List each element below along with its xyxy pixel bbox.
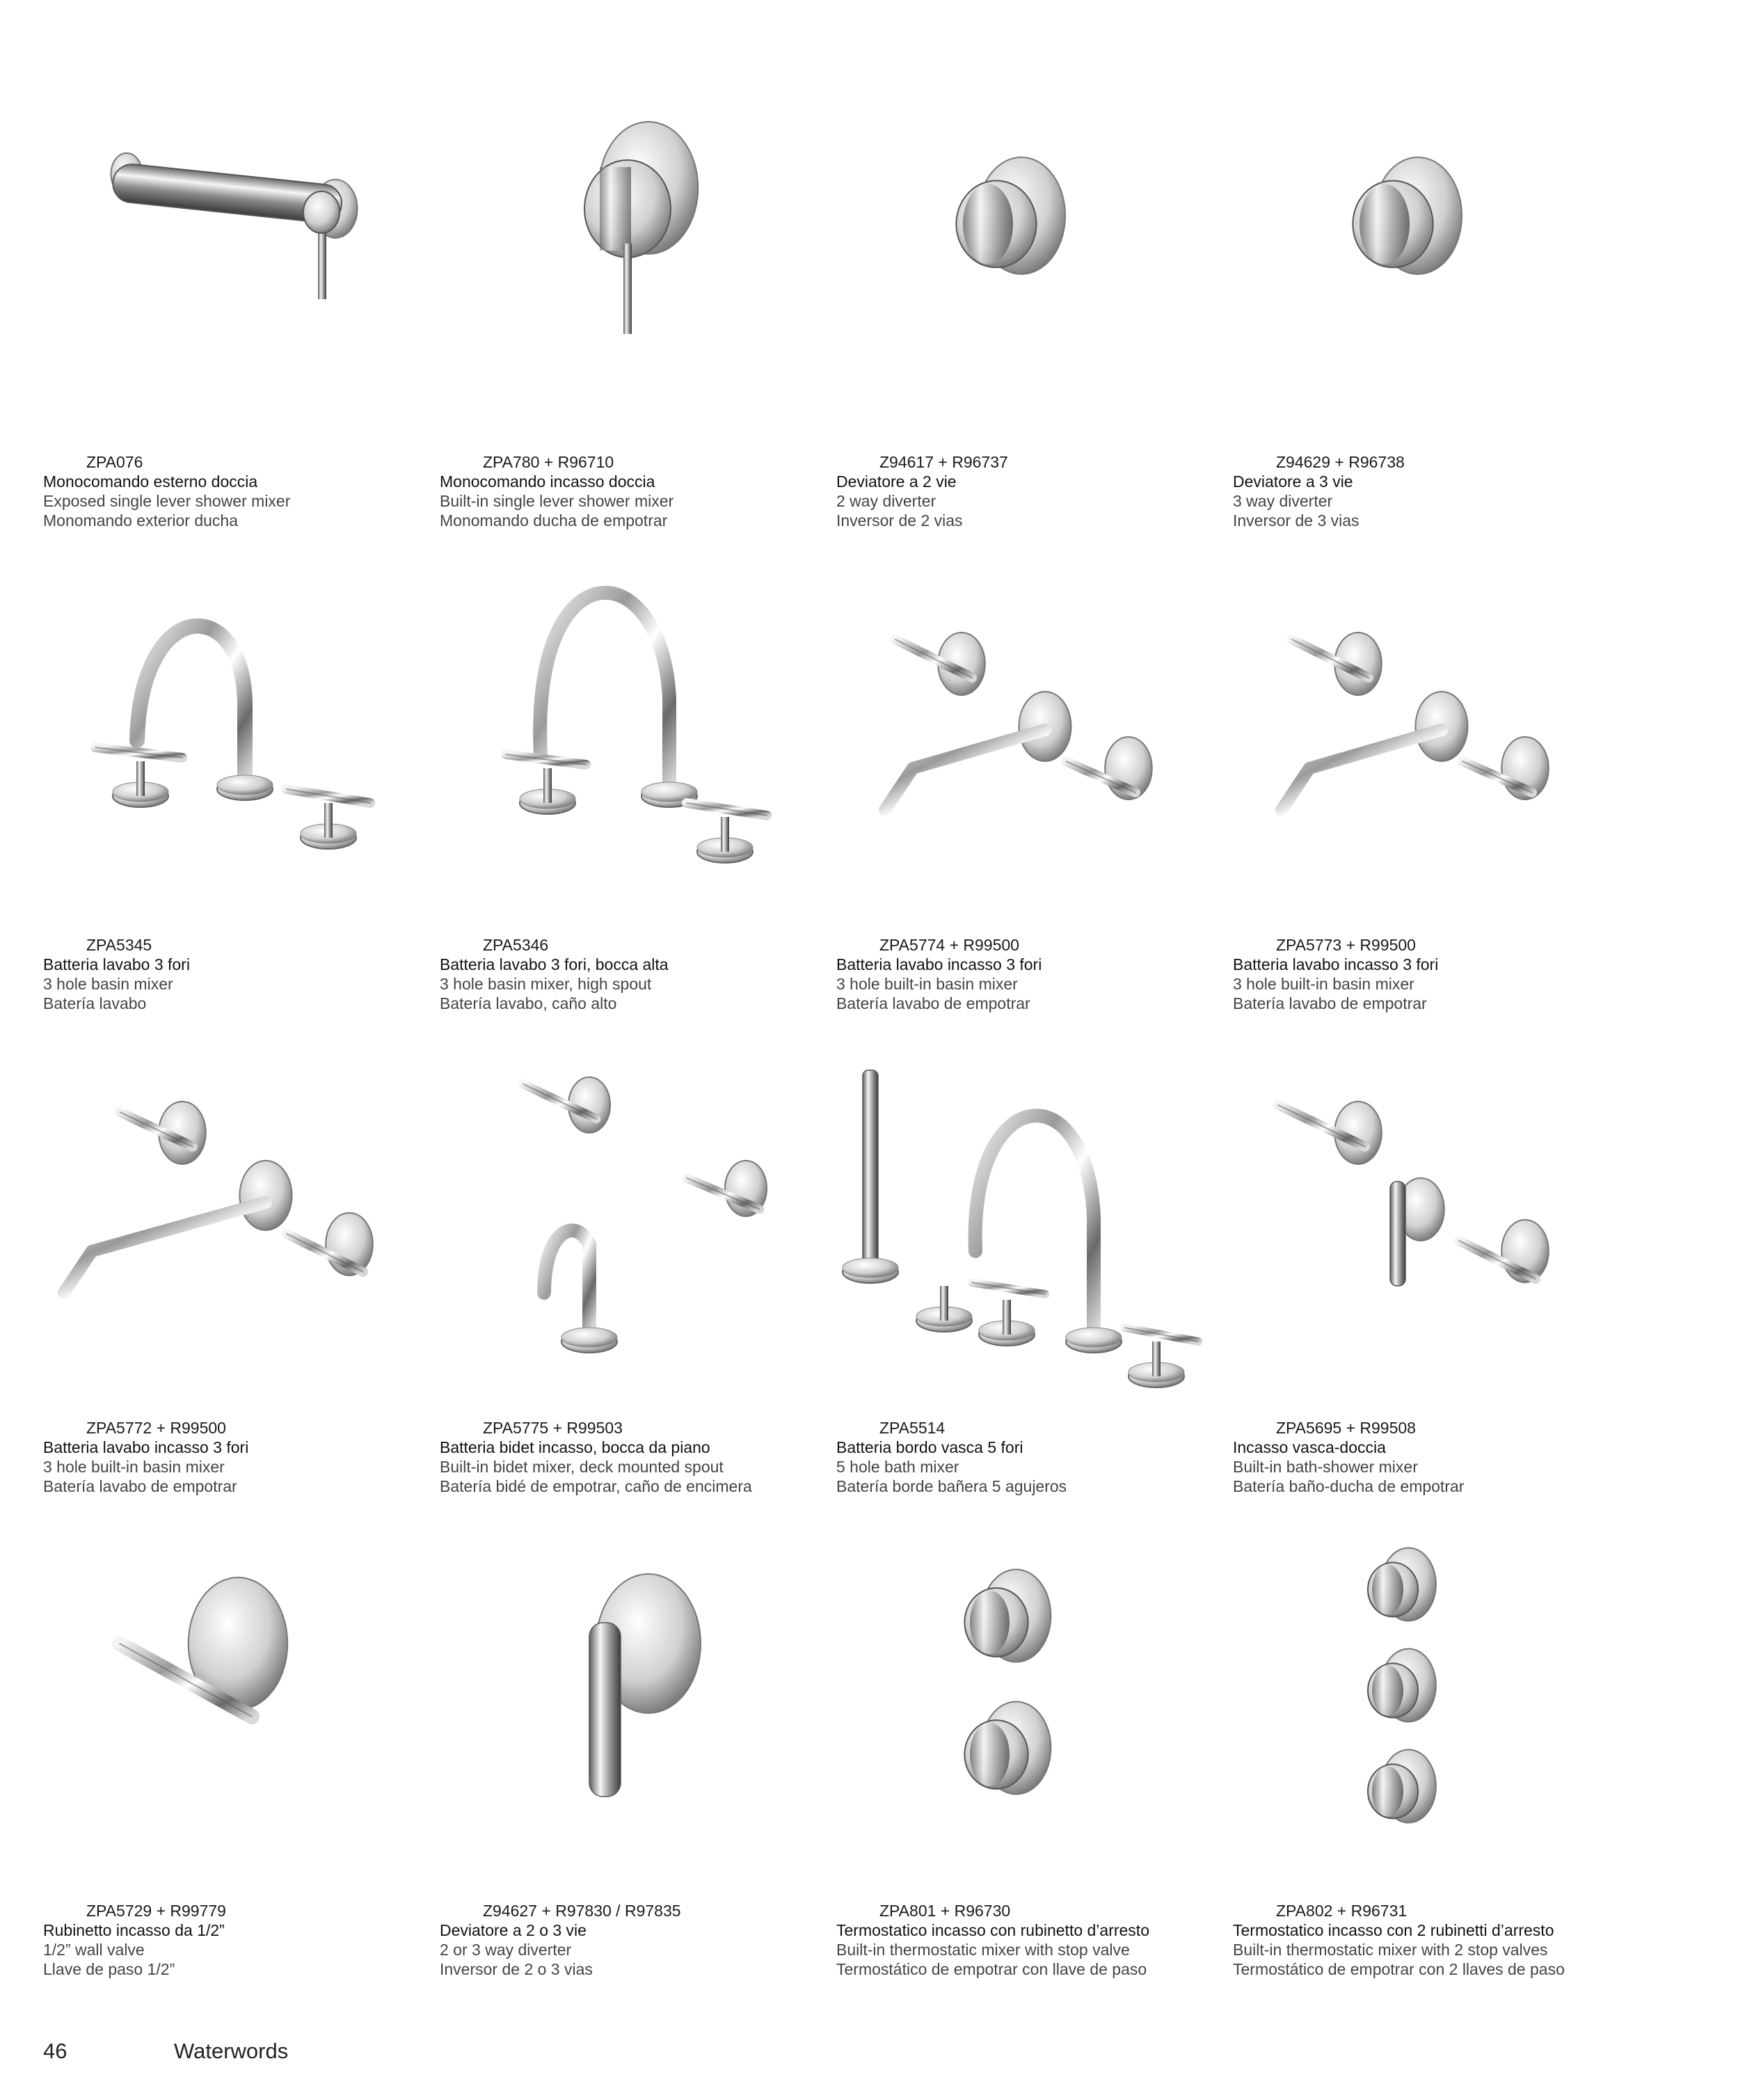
bidet-mixer-icon — [440, 1042, 815, 1390]
product-name-es: Batería lavabo de empotrar — [836, 994, 1030, 1012]
product-name-es: Monomando ducha de empotrar — [440, 511, 668, 530]
product-code: ZPA5345 — [86, 936, 152, 954]
product-caption — [440, 452, 829, 530]
product-card — [440, 77, 836, 559]
diverter-knob-icon — [1233, 77, 1609, 424]
wall-basin-mixer-icon — [836, 559, 1212, 907]
product-code: ZPA076 — [86, 453, 143, 471]
product-card — [440, 1525, 836, 2008]
product-name-es: Batería borde bañera 5 agujeros — [836, 1477, 1067, 1495]
product-code: ZPA801 + R96730 — [879, 1902, 1011, 1920]
thermostatic-3-knob-icon — [1233, 1525, 1609, 1873]
bath-shower-mixer-icon — [1233, 1042, 1609, 1390]
product-card — [836, 559, 1233, 1042]
product-name-it: Deviatore a 2 o 3 vie — [440, 1921, 587, 1939]
product-name-it: Monocomando incasso doccia — [440, 472, 655, 491]
product-code: ZPA5729 + R99779 — [86, 1902, 226, 1920]
product-name-it: Batteria lavabo incasso 3 fori — [836, 955, 1042, 973]
product-caption — [836, 452, 1226, 530]
product-code: ZPA5346 — [483, 936, 549, 954]
product-name-es: Termostático de empotrar con llave de paso — [836, 1960, 1147, 1978]
product-name-it: Batteria bordo vasca 5 fori — [836, 1438, 1023, 1456]
product-name-en: 3 hole built-in basin mixer — [1233, 975, 1414, 993]
product-code: Z94629 + R96738 — [1276, 453, 1405, 471]
product-card — [43, 1042, 440, 1525]
page-number: 46 — [43, 2039, 67, 2063]
basin-mixer-high-spout-icon — [440, 559, 815, 907]
brand-name: Waterwords — [174, 2039, 289, 2063]
product-card — [836, 77, 1233, 559]
product-name-es: Monomando exterior ducha — [43, 511, 238, 530]
product-caption — [1233, 1901, 1623, 1979]
thermostatic-2-knob-icon — [836, 1525, 1212, 1873]
product-caption — [1233, 935, 1623, 1013]
product-caption — [836, 1418, 1226, 1496]
wall-valve-lever-icon — [43, 1525, 419, 1873]
product-name-es: Termostático de empotrar con 2 llaves de paso — [1233, 1960, 1565, 1978]
diverter-lever-icon — [440, 1525, 815, 1873]
product-code: ZPA5772 + R99500 — [86, 1419, 226, 1437]
product-name-es: Batería lavabo de empotrar — [1233, 994, 1427, 1012]
product-caption — [43, 935, 433, 1013]
product-name-en: 5 hole bath mixer — [836, 1458, 959, 1476]
product-name-it: Deviatore a 2 vie — [836, 472, 957, 491]
product-name-it: Batteria lavabo 3 fori — [43, 955, 190, 973]
product-name-en: 3 hole built-in basin mixer — [836, 975, 1018, 993]
product-card — [440, 559, 836, 1042]
product-name-es: Batería lavabo de empotrar — [43, 1477, 237, 1495]
product-card — [836, 1525, 1233, 2008]
product-code: ZPA5773 + R99500 — [1276, 936, 1416, 954]
product-name-en: Built-in bath-shower mixer — [1233, 1458, 1418, 1476]
product-name-es: Batería lavabo — [43, 994, 147, 1012]
product-name-es: Inversor de 2 vias — [836, 511, 963, 530]
product-code: ZPA5775 + R99503 — [483, 1419, 623, 1437]
product-name-en: 3 hole basin mixer — [43, 975, 173, 993]
wall-basin-mixer-icon — [1233, 559, 1609, 907]
product-caption — [440, 935, 829, 1013]
product-card — [836, 1042, 1233, 1525]
product-name-it: Incasso vasca-doccia — [1233, 1438, 1386, 1456]
bath-mixer-5-hole-icon — [836, 1042, 1212, 1390]
product-caption — [440, 1901, 829, 1979]
product-code: ZPA780 + R96710 — [483, 453, 614, 471]
product-name-es: Batería bidé de empotrar, caño de encimera — [440, 1477, 752, 1495]
product-caption — [836, 1901, 1226, 1979]
product-name-it: Termostatico incasso con rubinetto d’arresto — [836, 1921, 1149, 1939]
product-name-en: 3 hole built-in basin mixer — [43, 1458, 225, 1476]
product-name-en: Exposed single lever shower mixer — [43, 492, 291, 510]
product-code: ZPA802 + R96731 — [1276, 1902, 1408, 1920]
product-card — [1233, 1525, 1629, 2008]
product-code: ZPA5695 + R99508 — [1276, 1419, 1416, 1437]
product-code: ZPA5514 — [879, 1419, 946, 1437]
product-card — [43, 1525, 440, 2008]
product-name-it: Deviatore a 3 vie — [1233, 472, 1353, 491]
product-name-it: Batteria lavabo incasso 3 fori — [1233, 955, 1439, 973]
product-caption — [440, 1418, 829, 1496]
product-name-en: Built-in thermostatic mixer with stop valve — [836, 1941, 1130, 1959]
builtin-shower-mixer-icon — [440, 77, 815, 424]
product-name-en: 2 or 3 way diverter — [440, 1941, 572, 1959]
product-caption — [836, 935, 1226, 1013]
product-code: ZPA5774 + R99500 — [879, 936, 1019, 954]
product-card — [1233, 1042, 1629, 1525]
product-name-en: Built-in bidet mixer, deck mounted spout — [440, 1458, 724, 1476]
product-name-en: 1/2” wall valve — [43, 1941, 145, 1959]
product-code: Z94627 + R97830 / R97835 — [483, 1902, 681, 1920]
product-name-es: Batería baño-ducha de empotrar — [1233, 1477, 1465, 1495]
product-caption — [43, 1901, 433, 1979]
product-card — [1233, 77, 1629, 559]
product-name-en: 3 hole basin mixer, high spout — [440, 975, 652, 993]
product-name-en: 3 way diverter — [1233, 492, 1333, 510]
product-name-en: Built-in thermostatic mixer with 2 stop valves — [1233, 1941, 1548, 1959]
basin-mixer-3-hole-icon — [43, 559, 419, 907]
product-name-es: Batería lavabo, caño alto — [440, 994, 617, 1012]
product-name-es: Inversor de 2 o 3 vias — [440, 1960, 593, 1978]
product-name-it: Batteria bidet incasso, bocca da piano — [440, 1438, 710, 1456]
wall-basin-mixer-long-icon — [43, 1042, 419, 1390]
product-caption — [43, 1418, 433, 1496]
product-card — [440, 1042, 836, 1525]
product-name-it: Batteria lavabo 3 fori, bocca alta — [440, 955, 669, 973]
product-name-en: 2 way diverter — [836, 492, 936, 510]
product-name-it: Termostatico incasso con 2 rubinetti d’arresto — [1233, 1921, 1554, 1939]
product-name-it: Rubinetto incasso da 1/2” — [43, 1921, 225, 1939]
product-caption — [43, 452, 433, 530]
product-caption — [1233, 452, 1623, 530]
exposed-shower-mixer-icon — [43, 77, 419, 424]
product-caption — [1233, 1418, 1623, 1496]
product-name-es: Inversor de 3 vias — [1233, 511, 1360, 530]
product-name-es: Llave de paso 1/2” — [43, 1960, 175, 1978]
product-code: Z94617 + R96737 — [879, 453, 1008, 471]
product-card — [1233, 559, 1629, 1042]
product-name-it: Batteria lavabo incasso 3 fori — [43, 1438, 249, 1456]
product-name-it: Monocomando esterno doccia — [43, 472, 258, 491]
diverter-knob-icon — [836, 77, 1212, 424]
product-name-en: Built-in single lever shower mixer — [440, 492, 674, 510]
product-card — [43, 77, 440, 559]
product-card — [43, 559, 440, 1042]
